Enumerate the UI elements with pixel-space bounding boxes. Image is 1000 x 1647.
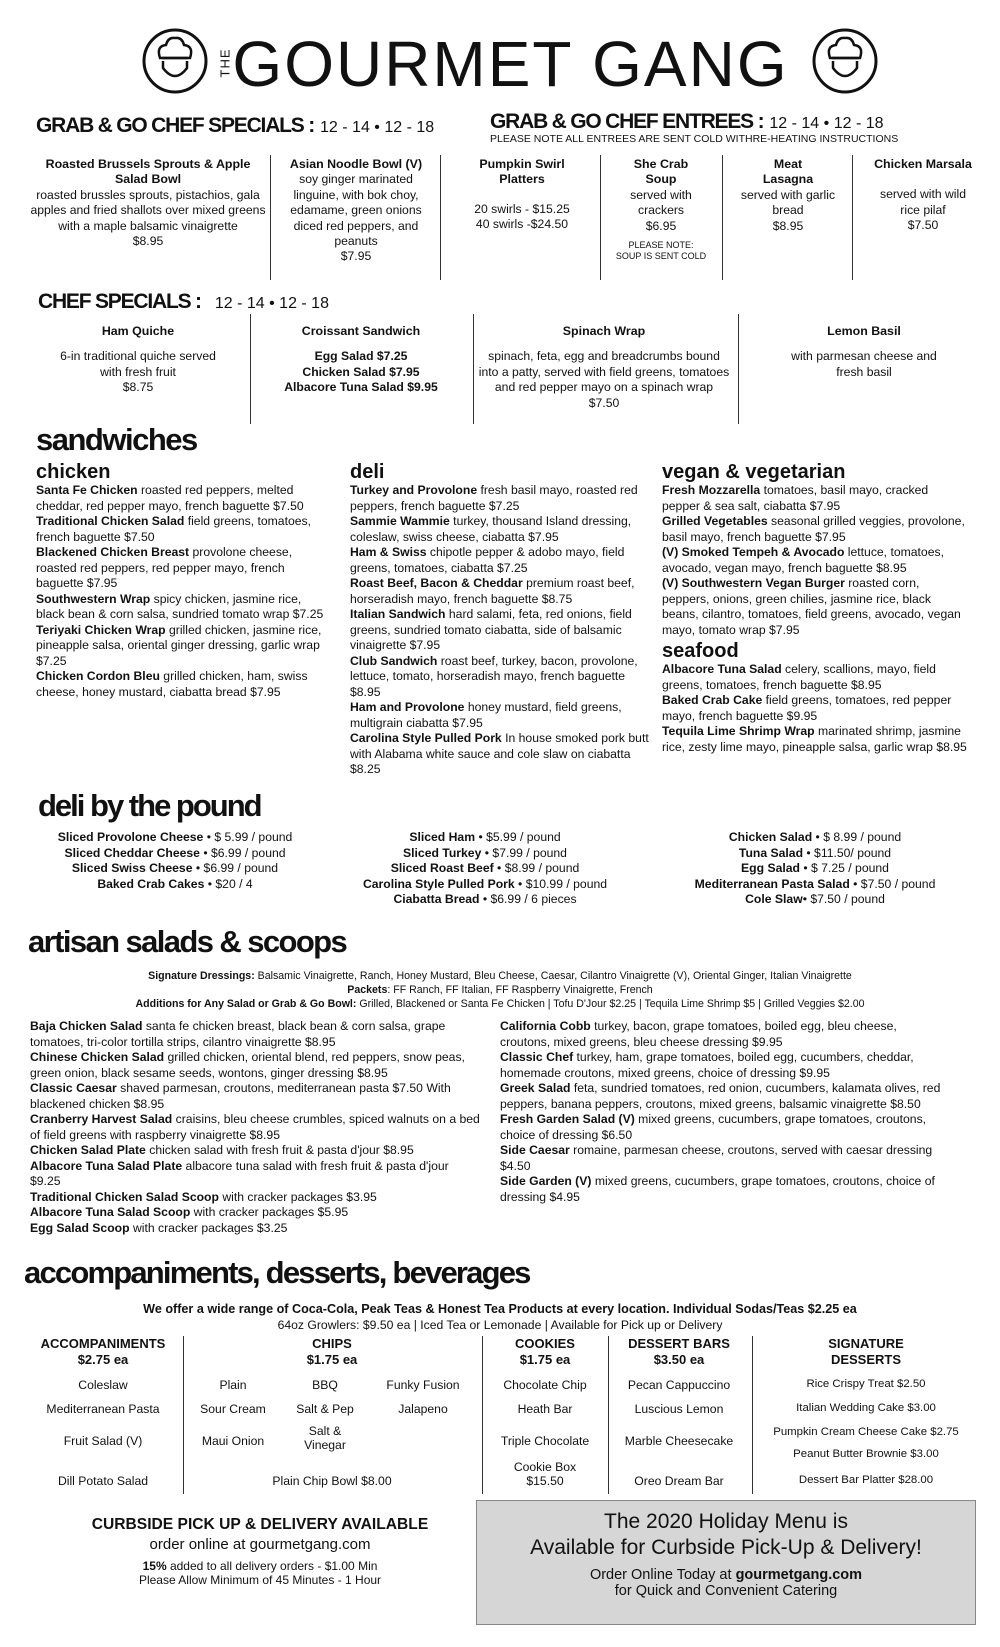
sandwich-item <box>350 483 650 514</box>
salad-item <box>30 1019 482 1050</box>
grab-entrees-title: GRAB & GO CHEF ENTREES : <box>490 110 764 133</box>
item-desc: hard salami, feta, red onions, field greens, sundried tomato ciabatta, side of balsamic vinaigrette $7.95 <box>350 607 632 652</box>
cookies-col <box>484 1336 606 1368</box>
accompaniments-col <box>26 1336 180 1368</box>
sandwich-item <box>36 545 326 592</box>
delivery-time: Please Allow Minimum of 45 Minutes - 1 Hour <box>138 1573 382 1587</box>
bar-item: Oreo Dream Bar <box>634 1474 724 1488</box>
grab-entrees-dates: 12 - 14 • 12 - 18 <box>769 115 884 132</box>
divider <box>752 1336 753 1494</box>
item-name: Fresh Garden Salad (V) <box>500 1112 635 1126</box>
holiday-order: Order Online Today at <box>589 1567 736 1583</box>
item-desc: • $6.99 / 6 pieces <box>479 892 577 906</box>
grab-entrees-heading <box>490 110 884 134</box>
item-name: Traditional Chicken Salad Scoop <box>30 1189 219 1204</box>
sandwich-item <box>662 483 968 514</box>
chip-bowl: Plain Chip Bowl $8.00 <box>272 1474 392 1488</box>
item-desc: premium roast beef, horseradish mayo, french baguette $8.75 <box>350 576 635 606</box>
item-desc: spinach, feta, egg and breadcrumbs bound into a patty, served with field greens, tomatoes and red pepper mayo on a spinach wrap <box>478 349 730 395</box>
grab-specials-title: GRAB & GO CHEF SPECIALS : <box>36 114 315 137</box>
divider <box>722 155 723 280</box>
brand-name: GOURMET GANG <box>232 28 789 100</box>
item-name: Tuna Salad <box>738 845 804 860</box>
item-desc: field greens, tomatoes, red pepper mayo, french baguette $9.95 <box>662 693 952 723</box>
salad-item <box>30 1205 482 1221</box>
bars-col <box>610 1336 748 1368</box>
item-name: Spinach Wrap <box>562 324 646 338</box>
sig-item: Pumpkin Cream Cheese Cake $2.75 <box>773 1426 959 1438</box>
chips-col <box>186 1336 478 1368</box>
order-online: order online at gourmetgang.com <box>149 1536 371 1553</box>
chef-logo-right-icon <box>812 28 878 94</box>
item-name: Turkey and Provolone <box>350 483 478 497</box>
sandwich-item <box>36 669 326 700</box>
deli-heading: deli <box>350 461 385 483</box>
deli-pound-heading: deli by the pound <box>38 788 261 823</box>
sandwich-item <box>350 700 650 731</box>
divider <box>270 155 271 280</box>
deli-pound-col2 <box>340 830 630 908</box>
item-name: Pumpkin Swirl Platters <box>479 157 565 187</box>
sig-item: Rice Crispy Treat $2.50 <box>806 1378 926 1390</box>
item-desc: turkey, ham, grape tomatoes, boiled egg, cucumbers, cheddar, homemade croutons, mixed greens, choice of dressing $9.95 <box>500 1050 914 1080</box>
accompaniments-heading: accompaniments, desserts, beverages <box>24 1255 530 1290</box>
chef-specials-heading <box>38 290 329 314</box>
item-desc: marinated shrimp, jasmine rice, zesty lime mayo, pineapple salsa, garlic wrap $8.95 <box>662 724 967 754</box>
item-name: Grilled Vegetables <box>662 514 768 528</box>
chips-heading: CHIPS <box>312 1336 352 1351</box>
item-price: $6.95 <box>645 218 677 233</box>
sandwich-item <box>662 545 968 576</box>
beverages-line2: 64oz Growlers: $9.50 ea | Iced Tea or Lemonade | Available for Pick up or Delivery <box>277 1318 723 1332</box>
item-name: Baked Crab Cakes <box>97 876 205 891</box>
divider <box>852 155 853 280</box>
item-name: Classic Caesar <box>30 1081 117 1095</box>
chicken-section <box>36 461 326 700</box>
item-price: $7.95 <box>340 249 372 264</box>
chef-specials-dates: 12 - 14 • 12 - 18 <box>214 295 329 312</box>
item-desc: turkey, thousand Island dressing, coleslaw, swiss cheese, ciabatta $7.95 <box>350 514 632 544</box>
item-name: Carolina Style Pulled Pork <box>362 876 515 891</box>
beverages-line1: We offer a wide range of Coca-Cola, Peak Teas & Honest Tea Products at every location. Individual Sodas/Teas $2.25 ea <box>143 1302 857 1316</box>
item-name: Italian Sandwich <box>350 607 446 621</box>
entree-item <box>858 157 988 234</box>
chicken-list <box>36 483 326 700</box>
item-desc: • $ 8.99 / pound <box>812 830 902 844</box>
item-name: Greek Salad <box>500 1081 571 1095</box>
item-desc: lettuce, tomatoes, avocado, vegan mayo, french baguette $8.95 <box>662 545 944 575</box>
item-name: Sliced Roast Beef <box>390 861 494 875</box>
chip-item: Jalapeno <box>398 1402 448 1416</box>
item-desc: grilled chicken, ham, swiss cheese, honey mustard, ciabatta bread $7.95 <box>36 669 308 699</box>
delivery-fee: added to all delivery orders - $1.00 Min <box>166 1559 378 1573</box>
chip-item: Maui Onion <box>201 1434 265 1448</box>
item-name: Meat Lasagna <box>762 157 814 187</box>
item-desc: • $10.99 / pound <box>514 876 608 891</box>
sandwich-item <box>350 576 650 607</box>
packets-label: Packets <box>347 984 388 996</box>
item-note: PLEASE NOTE: SOUP IS SENT COLD <box>615 240 707 262</box>
bar-item: Pecan Cappuccino <box>627 1378 731 1392</box>
item-name: Side Garden (V) <box>500 1174 592 1188</box>
item-desc: with cracker packages $5.95 <box>190 1205 349 1219</box>
item-desc: • $6.99 / pound <box>199 845 286 860</box>
item-name: Albacore Tuna Salad <box>662 662 782 676</box>
item-name: Cole Slaw <box>745 892 803 906</box>
sig-item: Italian Wedding Cake $3.00 <box>796 1402 936 1414</box>
salad-item <box>30 1050 482 1081</box>
holiday-box <box>476 1500 976 1625</box>
chef-special-item <box>40 324 236 396</box>
item-desc: albacore tuna salad with fresh fruit & pasta d'jour $9.25 <box>30 1158 449 1188</box>
item-name: Chicken Cordon Bleu <box>36 669 160 683</box>
item-price: $8.95 <box>772 218 804 233</box>
dressings-info <box>0 969 1000 1011</box>
item-desc: roasted brussles sprouts, pistachios, gala apples and fried shallots over mixed greens with a maple balsamic vinaigrette <box>30 187 266 233</box>
item-desc: with parmesan cheese and fresh basil <box>791 349 937 379</box>
salads-left-list <box>30 1019 482 1236</box>
chip-item: BBQ <box>312 1378 338 1392</box>
chip-item: Plain <box>219 1378 247 1392</box>
grab-specials-dates: 12 - 14 • 12 - 18 <box>320 119 435 136</box>
sandwich-item <box>662 576 968 638</box>
bars-heading: DESSERT BARS <box>628 1336 730 1351</box>
item-name: Tequila Lime Shrimp Wrap <box>662 724 815 738</box>
sandwich-item <box>36 514 326 545</box>
item-price: $8.95 <box>132 234 164 249</box>
sandwich-item <box>350 514 650 545</box>
sig-subheading: DESSERTS <box>830 1352 902 1367</box>
bar-item: Luscious Lemon <box>634 1402 724 1416</box>
deli-section <box>350 461 650 778</box>
deli-pound-item <box>660 892 970 908</box>
chef-special-item <box>256 324 466 396</box>
deli-pound-item <box>30 861 320 877</box>
item-name: Asian Noodle Bowl (V) <box>289 157 423 171</box>
divider <box>250 314 251 424</box>
item-desc: Egg Salad $7.25 Chicken Salad $7.95 Albacore Tuna Salad $9.95 <box>284 349 438 395</box>
dressings-text: Balsamic Vinaigrette, Ranch, Honey Mustard, Bleu Cheese, Caesar, Cilantro Vinaigrette (V), Oriental Ginger, Italian Vinaigrette <box>254 970 852 982</box>
salad-item <box>30 1143 482 1159</box>
deli-pound-item <box>660 830 970 846</box>
acc-item: Mediterranean Pasta <box>46 1402 160 1416</box>
divider <box>183 1336 184 1494</box>
item-desc: • $ 5.99 / pound <box>203 830 293 844</box>
item-desc: honey mustard, field greens, multigrain ciabatta $7.95 <box>350 700 622 730</box>
item-name: Classic Chef <box>500 1050 574 1064</box>
item-desc: grilled chicken, oriental blend, red peppers, snow peas, green onion, black sesame seeds, wontons, ginger dressing $8.95 <box>30 1050 465 1080</box>
deli-pound-item <box>340 830 630 846</box>
item-name: Ham Quiche <box>101 324 175 338</box>
packets-text: : FF Ranch, FF Italian, FF Raspberry Vinaigrette, French <box>387 984 653 996</box>
brand-the: THE <box>217 48 233 78</box>
item-desc: • $7.50 / pound <box>849 876 936 891</box>
item-name: Baked Crab Cake <box>662 693 763 707</box>
entree-item <box>728 157 848 234</box>
item-name: Sammie Wammie <box>350 514 450 528</box>
chip-item: Salt & Vinegar <box>304 1424 346 1452</box>
item-name: Carolina Style Pulled Pork <box>350 731 502 745</box>
item-name: California Cobb <box>500 1019 591 1033</box>
salad-item <box>500 1143 944 1174</box>
item-desc: santa fe chicken breast, black bean & corn salsa, grape tomatoes, tri-color tortilla strips, cilantro vinaigrette $8.95 <box>30 1019 446 1049</box>
item-desc: • $7.50 / pound <box>802 892 885 906</box>
sig-item: Peanut Butter Brownie $3.00 <box>793 1448 939 1460</box>
chips-price: $1.75 ea <box>306 1352 358 1367</box>
acc-item: Dill Potato Salad <box>57 1474 149 1488</box>
item-name: Fresh Mozzarella <box>662 483 761 497</box>
sandwich-item <box>662 724 968 755</box>
salad-item <box>500 1081 944 1112</box>
item-name: Ham and Provolone <box>350 700 465 714</box>
holiday-url[interactable]: gourmetgang.com <box>735 1567 863 1583</box>
item-name: Albacore Tuna Salad Scoop <box>30 1205 191 1219</box>
deli-pound-col3 <box>660 830 970 908</box>
item-price: $7.50 <box>588 395 620 410</box>
seafood-list <box>662 662 968 755</box>
deli-pound-item <box>30 830 320 846</box>
item-desc: 6-in traditional quiche served with fresh fruit <box>60 349 216 379</box>
delivery-pct: 15% <box>142 1559 167 1573</box>
item-desc: mixed greens, cucumbers, grape tomatoes, croutons, choice of dressing $4.95 <box>500 1174 935 1204</box>
item-name: Sliced Swiss Cheese <box>71 861 193 875</box>
item-desc: tomatoes, basil mayo, cracked pepper & sea salt, ciabatta $7.95 <box>662 483 929 513</box>
chicken-heading: chicken <box>36 461 111 483</box>
acc-item: Coleslaw <box>78 1378 128 1392</box>
item-name: Traditional Chicken Salad <box>36 514 185 528</box>
item-desc: • $8.99 / pound <box>493 861 580 875</box>
divider <box>440 155 441 280</box>
item-name: Ham & Swiss <box>350 545 427 559</box>
seafood-heading: seafood <box>662 640 739 662</box>
deli-pound-item <box>340 892 630 908</box>
salad-item <box>500 1019 944 1050</box>
sandwich-item <box>662 693 968 724</box>
chef-special-item <box>744 324 984 380</box>
salad-item <box>30 1190 482 1206</box>
sandwich-item <box>350 607 650 654</box>
item-desc: roast beef, turkey, bacon, provolone, lettuce, tomato, horseradish mayo, french baguette $8.95 <box>350 653 638 699</box>
item-desc: shaved parmesan, croutons, mediterranean pasta $7.50 With blackened chicken $8.95 <box>30 1081 451 1111</box>
acc-item: Fruit Salad (V) <box>63 1434 143 1448</box>
deli-pound-item <box>30 846 320 862</box>
salad-item <box>500 1050 944 1081</box>
deli-pound-item <box>340 861 630 877</box>
sandwich-item <box>350 731 650 778</box>
item-desc: served with wild rice pilaf <box>879 187 967 217</box>
item-desc: grilled chicken, jasmine rice, pineapple salsa, oriental ginger dressing, garlic wrap $7.25 <box>36 622 322 668</box>
item-name: Baja Chicken Salad <box>30 1019 143 1033</box>
item-name: Albacore Tuna Salad Plate <box>30 1158 183 1173</box>
cookies-price: $1.75 ea <box>519 1352 571 1367</box>
cookie-item: Triple Chocolate <box>500 1434 590 1448</box>
item-name: Cranberry Harvest Salad <box>30 1112 173 1126</box>
sig-heading: SIGNATURE <box>828 1336 904 1351</box>
signature-col <box>756 1336 976 1368</box>
deli-pound-item <box>660 877 970 893</box>
acc-price: $2.75 ea <box>77 1352 129 1367</box>
item-desc: chipotle pepper & adobo mayo, field greens, tomatoes, ciabatta $7.25 <box>350 545 625 575</box>
deli-pound-item <box>340 877 630 893</box>
item-name: Santa Fe Chicken <box>36 483 138 497</box>
sandwich-item <box>350 545 650 576</box>
dressings-label: Signature Dressings: <box>148 970 255 982</box>
acc-heading: ACCOMPANIMENTS <box>40 1336 166 1351</box>
deli-pound-item <box>340 846 630 862</box>
item-desc: turkey, bacon, grape tomatoes, boiled egg, bleu cheese, croutons, mixed greens, bleu cheese dressing $9.95 <box>500 1019 897 1049</box>
special-item <box>30 157 266 249</box>
item-name: Croissant Sandwich <box>301 324 421 338</box>
salad-item <box>30 1112 482 1143</box>
item-name: (V) Smoked Tempeh & Avocado <box>662 545 845 559</box>
item-price: $7.50 <box>907 218 939 233</box>
cookies-heading: COOKIES <box>515 1336 575 1351</box>
vegan-list <box>662 483 968 638</box>
item-desc: roasted corn, peppers, onions, green chilies, jasmine rice, black beans, cilantro, tomatoes, field greens, avocado, vegan mayo, tomato wrap $7.95 <box>662 576 961 637</box>
item-desc: • $20 / 4 <box>204 876 253 891</box>
bars-price: $3.50 ea <box>653 1352 705 1367</box>
item-name: Egg Salad <box>741 861 800 875</box>
divider <box>600 155 601 280</box>
chef-specials-title: CHEF SPECIALS : <box>38 290 201 313</box>
item-name: Club Sandwich <box>350 653 438 668</box>
chip-item: Salt & Pep <box>296 1402 354 1416</box>
curbside-info <box>40 1516 480 1587</box>
item-name: Teriyaki Chicken Wrap <box>36 622 166 637</box>
item-name: (V) Southwestern Vegan Burger <box>662 576 845 590</box>
divider <box>482 1336 483 1494</box>
item-desc: In house smoked pork butt with Alabama white sauce and cole slaw on ciabatta $8.25 <box>350 731 649 776</box>
item-name: Chicken Marsala <box>874 157 972 171</box>
salad-item <box>30 1159 482 1190</box>
item-name: Roast Beef, Bacon & Cheddar <box>350 576 523 590</box>
sandwich-item <box>36 483 326 514</box>
item-desc: craisins, bleu cheese crumbles, spiced walnuts on a bed of field greens with raspberry vinaigrette $8.95 <box>30 1112 480 1142</box>
holiday-line4: for Quick and Convenient Catering <box>614 1583 838 1599</box>
item-name: Chicken Salad Plate <box>30 1143 146 1157</box>
item-price: $8.75 <box>122 380 154 395</box>
item-name: Egg Salad Scoop <box>30 1220 130 1235</box>
item-desc: with cracker packages $3.95 <box>218 1189 377 1204</box>
item-name: Mediterranean Pasta Salad <box>694 876 850 891</box>
item-name: She Crab Soup <box>633 157 689 187</box>
item-desc: provolone cheese, roasted red peppers, red pepper mayo, french baguette $7.95 <box>36 545 293 590</box>
cookie-item: Heath Bar <box>517 1402 573 1416</box>
entree-item <box>446 157 598 233</box>
item-desc: • $6.99 / pound <box>192 861 279 875</box>
divider <box>738 314 739 424</box>
item-name: Chicken Salad <box>728 830 813 844</box>
cookie-item: Cookie Box $15.50 <box>513 1460 577 1488</box>
item-desc: • $7.99 / pound <box>481 845 567 860</box>
item-desc: roasted red peppers, melted cheddar, red pepper mayo, french baguette $7.50 <box>36 483 304 513</box>
salad-item <box>30 1081 482 1112</box>
item-name: Ciabatta Bread <box>393 892 480 906</box>
deli-pound-item <box>660 861 970 877</box>
sandwich-item <box>36 592 326 623</box>
item-desc: spicy chicken, jasmine rice, black bean & corn salsa, sundried tomato wrap $7.25 <box>36 591 324 621</box>
chip-item: Sour Cream <box>200 1402 266 1416</box>
special-item <box>276 157 436 265</box>
item-desc: romaine, parmesan cheese, croutons, served with caesar dressing $4.50 <box>500 1143 933 1173</box>
holiday-line2: Available for Curbside Pick-Up & Delivery! <box>530 1536 922 1559</box>
cookie-item: Chocolate Chip <box>503 1378 587 1392</box>
salads-right-list <box>500 1019 944 1205</box>
item-name: Sliced Ham <box>409 830 476 844</box>
item-desc: with cracker packages $3.25 <box>129 1220 288 1235</box>
salad-item <box>500 1174 944 1205</box>
item-desc: celery, scallions, mayo, field greens, tomatoes, french baguette $8.95 <box>662 662 936 692</box>
item-desc: mixed greens, cucumbers, grape tomatoes, croutons, choice of dressing $6.50 <box>500 1112 927 1142</box>
salads-heading: artisan salads & scoops <box>28 924 347 959</box>
divider <box>608 1336 609 1494</box>
item-desc: • $ 7.25 / pound <box>799 861 889 875</box>
additions-text: Grilled, Blackened or Santa Fe Chicken | Tofu D'Jour $2.25 | Tequila Lime Shrimp $5 | Grilled Veggies $2.00 <box>356 998 865 1010</box>
sandwich-item <box>36 623 326 670</box>
item-desc: feta, sundried tomatoes, red onion, cucumbers, kalamata olives, red peppers, banana peppers, croutons, mixed greens, balsamic vinaigrette $8.50 <box>500 1081 941 1111</box>
additions-label: Additions for Any Salad or Grab & Go Bowl: <box>135 998 357 1010</box>
item-name: Blackened Chicken Breast <box>36 545 190 559</box>
entrees-note: PLEASE NOTE ALL ENTREES ARE SENT COLD WITHRE-HEATING INSTRUCTIONS <box>490 133 899 145</box>
item-name: Lemon Basil <box>827 324 901 338</box>
chip-item: Funky Fusion <box>386 1378 460 1392</box>
item-desc: fresh basil mayo, roasted red peppers, french baguette $7.25 <box>350 483 638 513</box>
bar-item: Marble Cheesecake <box>624 1434 734 1448</box>
item-name: Side Caesar <box>500 1143 570 1157</box>
item-desc: field greens, tomatoes, french baguette $7.50 <box>36 514 312 544</box>
item-name: Roasted Brussels Sprouts & Apple Salad Bowl <box>45 157 251 187</box>
sandwich-item <box>662 662 968 693</box>
item-desc: • $11.50/ pound <box>803 845 892 860</box>
deli-pound-item <box>30 877 320 893</box>
item-desc: seasonal grilled veggies, provolone, basil mayo, french baguette $7.95 <box>662 514 965 544</box>
item-desc: served with garlic bread <box>740 187 836 218</box>
vegan-section <box>662 461 968 755</box>
item-name: Sliced Turkey <box>403 845 482 860</box>
item-name: Southwestern Wrap <box>36 591 151 606</box>
item-desc: • $5.99 / pound <box>475 830 561 844</box>
sandwich-item <box>662 514 968 545</box>
deli-pound-item <box>660 846 970 862</box>
grab-specials-heading <box>36 114 434 138</box>
deli-list <box>350 483 650 778</box>
sig-item: Dessert Bar Platter $28.00 <box>798 1474 934 1486</box>
deli-pound-col1 <box>30 830 320 892</box>
salad-item <box>500 1112 944 1143</box>
entree-item <box>606 157 716 262</box>
item-name: Sliced Provolone Cheese <box>57 830 204 844</box>
chef-special-item <box>478 324 730 411</box>
holiday-line1: The 2020 Holiday Menu is <box>604 1510 848 1533</box>
item-name: Chinese Chicken Salad <box>30 1050 165 1064</box>
item-name: Sliced Cheddar Cheese <box>64 845 200 860</box>
divider <box>473 314 474 424</box>
item-price: 20 swirls - $15.25 40 swirls -$24.50 <box>474 201 570 232</box>
item-desc: soy ginger marinated linguine, with bok choy, edamame, green onions diced red peppers, and peanuts <box>290 172 422 249</box>
sandwiches-heading: sandwiches <box>36 422 197 457</box>
item-desc: chicken salad with fresh fruit & pasta d'jour $8.95 <box>145 1143 414 1157</box>
item-desc: served with crackers <box>630 187 692 218</box>
vegan-heading: vegan & vegetarian <box>662 461 846 483</box>
salad-item <box>30 1221 482 1237</box>
sandwich-item <box>350 654 650 701</box>
curbside-title: CURBSIDE PICK UP & DELIVERY AVAILABLE <box>91 1516 429 1533</box>
